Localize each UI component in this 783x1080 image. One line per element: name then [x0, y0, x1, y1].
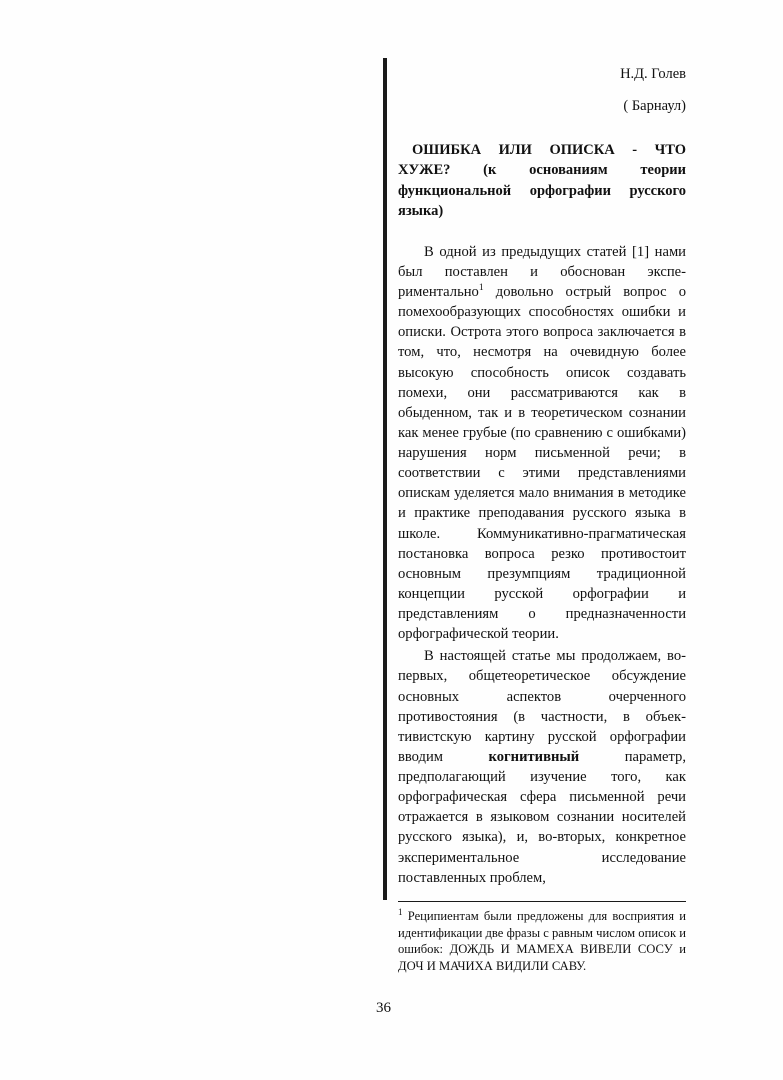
paragraph-1-text: В одной из предыдущих статей [1] нами был поставлен и обоснован экспериментально [398, 243, 686, 301]
paragraph-2-text: В настоящей статье мы продолжаем, во-первых, общетеоретическое обсуждение основных аспектов очерченного противостояния (в частности, в объективистскую картину русской орфографии вводим [398, 648, 686, 765]
page-gutter-shadow [383, 58, 387, 900]
footnote [398, 908, 686, 974]
emphasised-term: когнитивный [488, 748, 580, 765]
footnote-number: 1 [398, 906, 403, 917]
city-line: ( Барнаул) [623, 97, 686, 114]
page-number: 36 [376, 1000, 391, 1016]
paragraph-1-part-a [398, 242, 686, 645]
author-line: Н.Д. Голев [620, 66, 686, 82]
text-column [398, 64, 686, 888]
footnote-reference: 1 [478, 282, 484, 294]
paragraph-1-continued: довольно острый вопрос о помехообразующих способностях ошибки и описки. Острота этого вопроса заключается в том, что, несмотря на очевидную более высокую способность описок создавать помехи, они рассматриваются как в обыденном, так и в теоретическом сознании как менее грубые (по сравнению с ошибками) нарушения норм письменной речи; в соответствии с этими представлениями опискам уделяется мало внимания в методике и практике преподавания русского языка в школе. Коммуникативно-прагматическая постановка вопроса резко противостоит основным презумпциям традиционной концепции русской орфографии и представлениям о предназначенности орфографической теории. [398, 284, 686, 643]
article-title: ОШИБКА ИЛИ ОПИСКА - ЧТО ХУЖЕ? (к основаниям теории функциональной орфографии русского языка) [398, 141, 686, 220]
paragraph-2 [398, 646, 686, 888]
paragraph-2-continued: параметр, предполагающий изучение того, как орфографическая сфера письменной речи отражается в языковом сознании носителей русского языка), и, во-вторых, конкретное экспериментальное исследование поставленных проблем, [398, 748, 686, 886]
footnote-separator [398, 901, 686, 902]
footnote-body: Реципиентам были предложены для восприятия и идентификации две фразы с равным числом описок и ошибок: ДОЖДЬ И МАМЕХА ВИВЕЛИ СОСУ и ДОЧ И МАЧИХА ВИДИЛИ САВУ. [398, 909, 686, 973]
